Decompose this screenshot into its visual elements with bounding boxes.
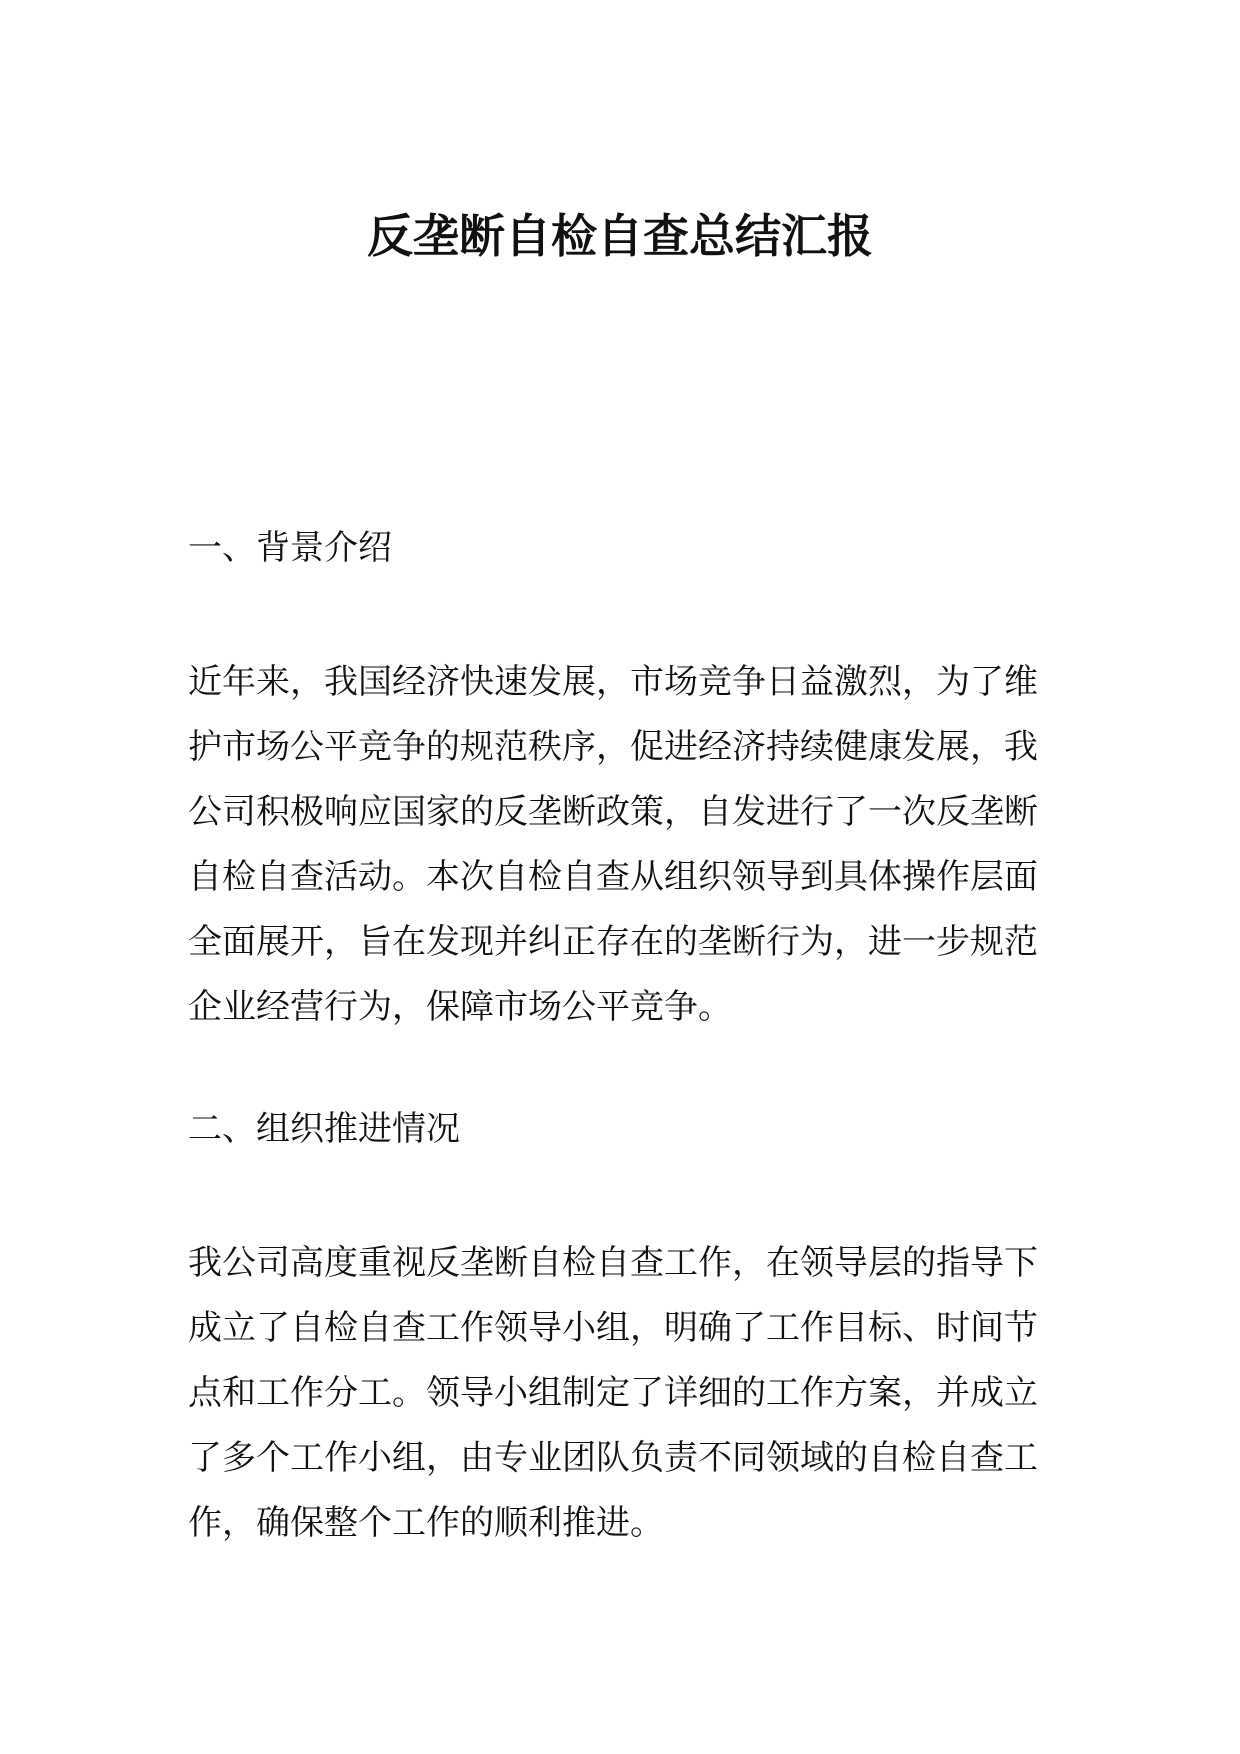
- paragraph-line: 点和工作分工。领导小组制定了详细的工作方案，并成立: [188, 1373, 1038, 1413]
- paragraph-line: 企业经营行为，保障市场公平竞争。: [188, 987, 732, 1027]
- section-heading-background: 一、背景介绍: [188, 528, 392, 568]
- paragraph-line: 自检自查活动。本次自检自查从组织领导到具体操作层面: [188, 857, 1038, 897]
- paragraph-line: 全面展开，旨在发现并纠正存在的垄断行为，进一步规范: [188, 922, 1038, 962]
- paragraph-line: 作，确保整个工作的顺利推进。: [188, 1503, 664, 1543]
- section-paragraph-organization: [188, 1231, 1058, 1556]
- paragraph-line: 我公司高度重视反垄断自检自查工作，在领导层的指导下: [188, 1243, 1038, 1283]
- paragraph-line: 近年来，我国经济快速发展，市场竞争日益激烈，为了维: [188, 662, 1038, 702]
- section-paragraph-background: [188, 650, 1058, 1040]
- section-heading-organization: 二、组织推进情况: [188, 1109, 460, 1149]
- paragraph-line: 护市场公平竞争的规范秩序，促进经济持续健康发展，我: [188, 727, 1038, 767]
- paragraph-line: 公司积极响应国家的反垄断政策，自发进行了一次反垄断: [188, 792, 1038, 832]
- paragraph-line: 成立了自检自查工作领导小组，明确了工作目标、时间节: [188, 1308, 1038, 1348]
- document-title: 反垄断自检自查总结汇报: [367, 209, 873, 263]
- paragraph-line: 了多个工作小组，由专业团队负责不同领域的自检自查工: [188, 1438, 1038, 1478]
